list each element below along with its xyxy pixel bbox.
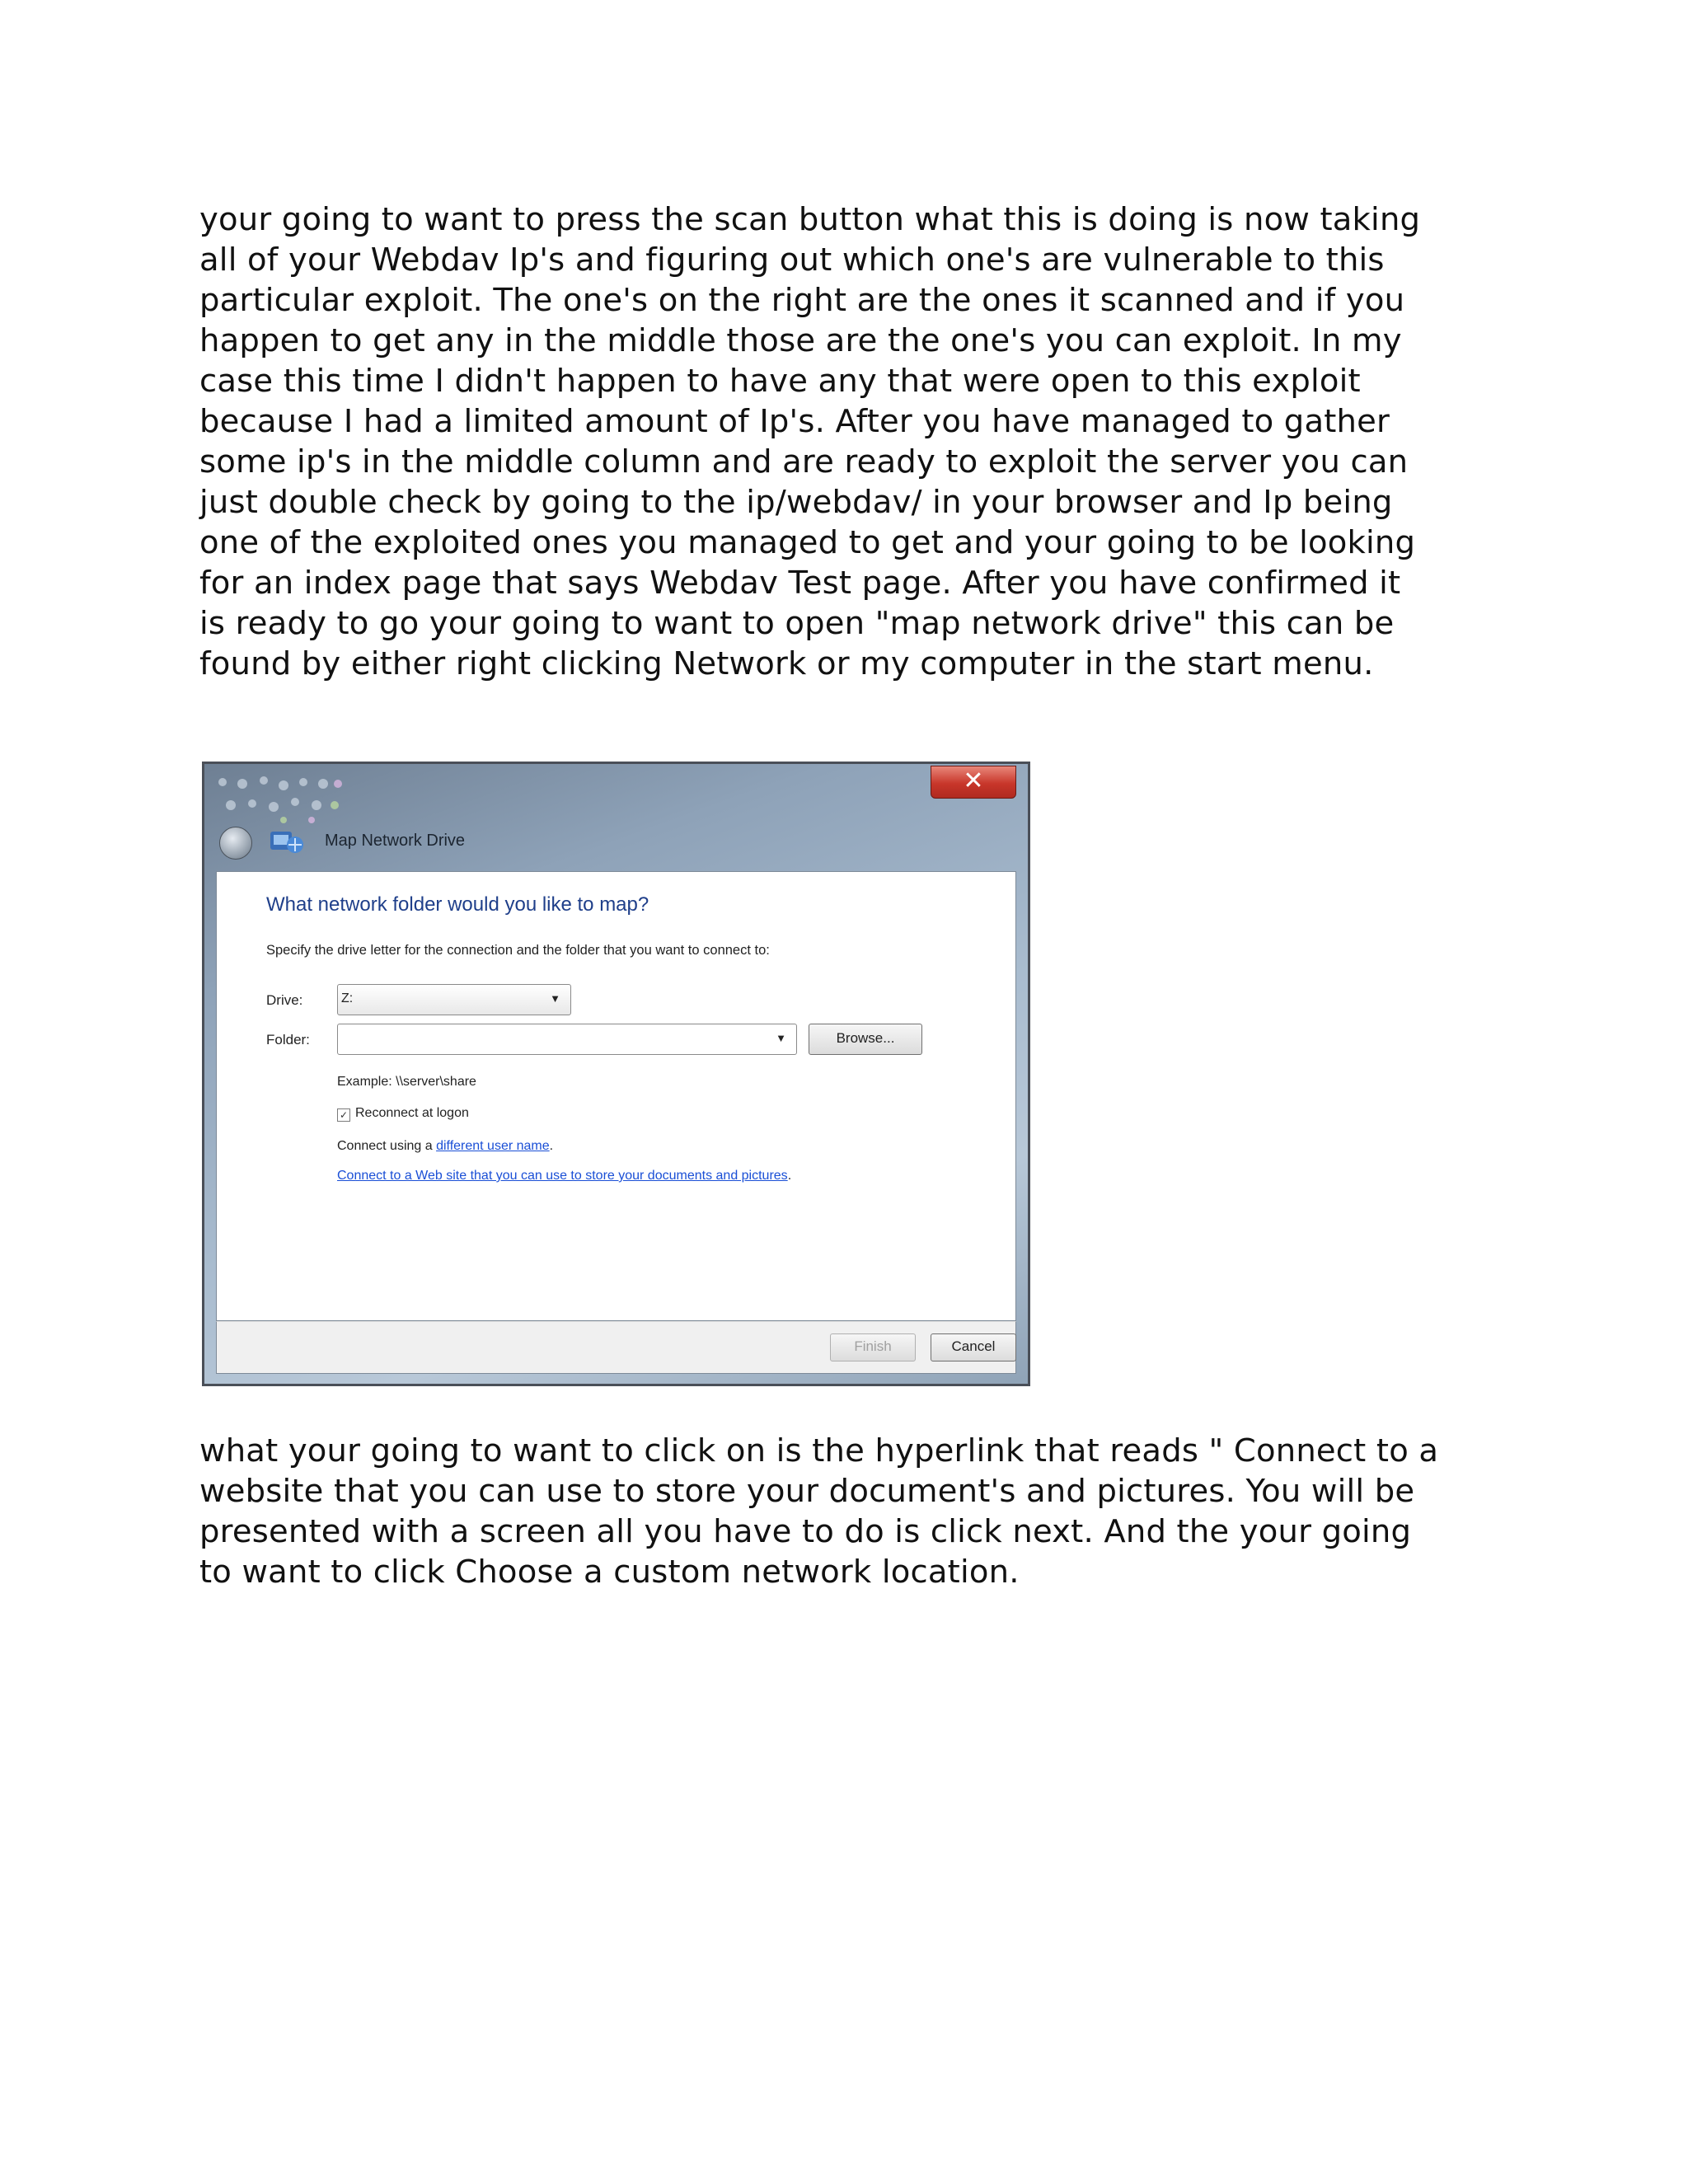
cancel-button[interactable]: Cancel [931, 1333, 1016, 1361]
paragraph-line: what your going to want to click on is the hyperlink that reads " Connect to a [199, 1432, 1439, 1469]
dialog-title: Map Network Drive [325, 832, 466, 850]
paragraph-line: website that you can use to store your document's and pictures. You will be [199, 1473, 1415, 1510]
drive-label: Drive: [266, 992, 303, 1008]
intro-paragraph [199, 199, 1551, 684]
followup-paragraph [199, 1431, 1551, 1592]
paragraph-line: happen to get any in the middle those are the one's you can exploit. In my [199, 322, 1402, 359]
paragraph-line: one of the exploited ones you managed to get and your going to be looking [199, 524, 1416, 561]
connect-website-link[interactable]: Connect to a Web site that you can use to store your documents and pictures [337, 1169, 788, 1183]
paragraph-line: your going to want to press the scan button what this is doing is now taking [199, 201, 1421, 238]
back-arrow-icon[interactable] [219, 827, 252, 860]
close-button[interactable]: ✕ [931, 766, 1016, 799]
connect-using-suffix: . [549, 1139, 554, 1153]
dialog-heading: What network folder would you like to map? [266, 893, 649, 916]
paragraph-line: case this time I didn't happen to have any that were open to this exploit [199, 363, 1361, 400]
paragraph-line: because I had a limited amount of Ip's. After you have managed to gather [199, 403, 1390, 440]
different-user-link[interactable]: different user name [436, 1139, 550, 1153]
paragraph-line: found by either right clicking Network or my computer in the start menu. [199, 645, 1374, 682]
paragraph-line: is ready to go your going to want to open "map network drive" this can be [199, 605, 1395, 642]
chevron-down-icon[interactable]: ▼ [776, 1032, 786, 1044]
paragraph-line: for an index page that says Webdav Test page. After you have confirmed it [199, 565, 1401, 602]
website-link-suffix: . [787, 1169, 792, 1183]
paragraph-line: some ip's in the middle column and are ready to exploit the server you can [199, 443, 1409, 480]
chevron-down-icon: ▼ [550, 992, 560, 1005]
dialog-instruction: Specify the drive letter for the connection and the folder that you want to connect to: [266, 943, 770, 958]
paragraph-line: all of your Webdav Ip's and figuring out which one's are vulnerable to this [199, 241, 1385, 279]
dialog-body [216, 871, 1016, 1321]
paragraph-line: presented with a screen all you have to do is click next. And the your going [199, 1513, 1412, 1550]
paragraph-line: particular exploit. The one's on the right are the ones it scanned and if you [199, 282, 1405, 319]
dialog-footer [216, 1321, 1016, 1374]
reconnect-label: Reconnect at logon [355, 1106, 469, 1120]
finish-button[interactable]: Finish [830, 1333, 916, 1361]
network-drive-icon [269, 825, 305, 858]
map-network-drive-screenshot [202, 762, 1030, 1386]
website-link-row [337, 1169, 791, 1183]
folder-label: Folder: [266, 1032, 310, 1047]
drive-select[interactable] [337, 984, 571, 1015]
reconnect-checkbox[interactable]: ✓ [337, 1108, 350, 1122]
connect-using-row [337, 1139, 553, 1154]
example-text: Example: \\server\share [337, 1075, 476, 1089]
paragraph-line: to want to click Choose a custom network location. [199, 1554, 1020, 1591]
paragraph-line: just double check by going to the ip/webdav/ in your browser and Ip being [199, 484, 1393, 521]
drive-value: Z: [341, 991, 354, 1005]
connect-using-prefix: Connect using a [337, 1139, 437, 1153]
reconnect-row[interactable] [337, 1106, 469, 1122]
folder-input[interactable] [337, 1024, 797, 1055]
browse-button[interactable]: Browse... [809, 1024, 922, 1055]
